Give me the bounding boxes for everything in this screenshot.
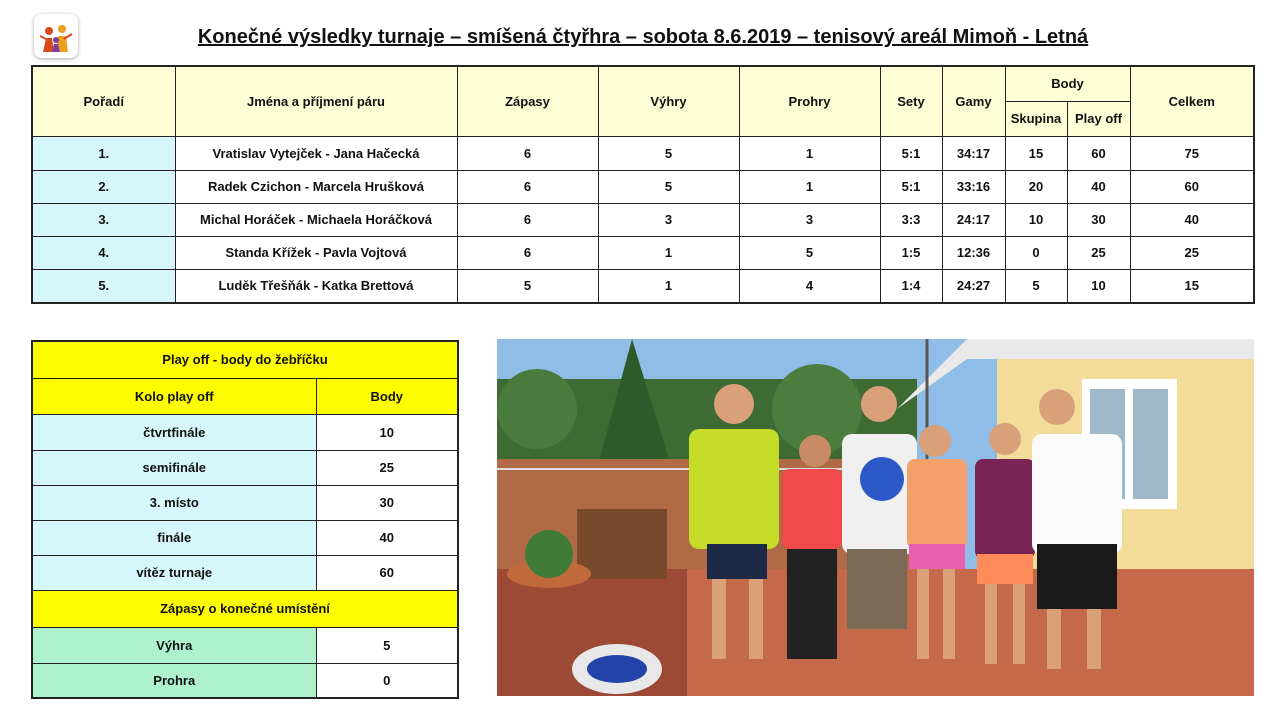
wins-cell: 1 xyxy=(598,269,739,303)
rank-cell: 5. xyxy=(32,269,175,303)
header-losses: Prohry xyxy=(739,66,880,136)
rank-cell: 3. xyxy=(32,203,175,236)
sets-cell: 5:1 xyxy=(880,136,942,170)
table-row xyxy=(32,269,1254,303)
matches-cell: 6 xyxy=(457,236,598,269)
header-matches: Zápasy xyxy=(457,66,598,136)
losses-cell: 3 xyxy=(739,203,880,236)
table-row xyxy=(32,236,1254,269)
placement-label: Výhra xyxy=(32,627,316,663)
sets-cell: 1:4 xyxy=(880,269,942,303)
playoff-cell: 30 xyxy=(1067,203,1130,236)
total-cell: 25 xyxy=(1130,236,1254,269)
losses-cell: 4 xyxy=(739,269,880,303)
round-label: 3. místo xyxy=(32,485,316,520)
wins-cell: 1 xyxy=(598,236,739,269)
round-label: finále xyxy=(32,520,316,555)
games-cell: 34:17 xyxy=(942,136,1005,170)
sets-cell: 1:5 xyxy=(880,236,942,269)
sets-cell: 3:3 xyxy=(880,203,942,236)
round-label: semifinále xyxy=(32,450,316,485)
games-cell: 24:27 xyxy=(942,269,1005,303)
header-total: Celkem xyxy=(1130,66,1254,136)
total-cell: 15 xyxy=(1130,269,1254,303)
placement-label: Prohra xyxy=(32,663,316,698)
games-cell: 24:17 xyxy=(942,203,1005,236)
group-cell: 20 xyxy=(1005,170,1067,203)
table-row xyxy=(32,170,1254,203)
sets-cell: 5:1 xyxy=(880,170,942,203)
playoff-points-table xyxy=(31,340,459,699)
placement-title: Zápasy o konečné umístění xyxy=(32,590,458,627)
header-games: Gamy xyxy=(942,66,1005,136)
round-points: 60 xyxy=(316,555,458,590)
playoff-title: Play off - body do žebříčku xyxy=(32,341,458,378)
results-table xyxy=(31,65,1255,304)
table-row xyxy=(32,627,458,663)
round-label: čtvrtfinále xyxy=(32,414,316,450)
round-points: 10 xyxy=(316,414,458,450)
matches-cell: 6 xyxy=(457,170,598,203)
header-wins: Výhry xyxy=(598,66,739,136)
matches-cell: 6 xyxy=(457,203,598,236)
rank-cell: 1. xyxy=(32,136,175,170)
names-cell: Vratislav Vytejček - Jana Hačecká xyxy=(175,136,457,170)
header-playoff: Play off xyxy=(1067,101,1130,136)
rank-cell: 2. xyxy=(32,170,175,203)
header-playoff-round: Kolo play off xyxy=(32,378,316,414)
names-cell: Standa Křížek - Pavla Vojtová xyxy=(175,236,457,269)
wins-cell: 5 xyxy=(598,170,739,203)
losses-cell: 5 xyxy=(739,236,880,269)
header-group: Skupina xyxy=(1005,101,1067,136)
playoff-cell: 60 xyxy=(1067,136,1130,170)
table-row xyxy=(32,450,458,485)
header-sets: Sety xyxy=(880,66,942,136)
header-names: Jména a příjmení páru xyxy=(175,66,457,136)
header-rank: Pořadí xyxy=(32,66,175,136)
table-row xyxy=(32,414,458,450)
placement-points: 0 xyxy=(316,663,458,698)
table-row xyxy=(32,485,458,520)
round-points: 30 xyxy=(316,485,458,520)
header-points: Body xyxy=(1005,66,1130,101)
wins-cell: 5 xyxy=(598,136,739,170)
table-row xyxy=(32,136,1254,170)
playoff-cell: 10 xyxy=(1067,269,1130,303)
losses-cell: 1 xyxy=(739,136,880,170)
rank-cell: 4. xyxy=(32,236,175,269)
group-cell: 15 xyxy=(1005,136,1067,170)
round-points: 25 xyxy=(316,450,458,485)
table-row xyxy=(32,203,1254,236)
table-row xyxy=(32,555,458,590)
group-cell: 0 xyxy=(1005,236,1067,269)
wins-cell: 3 xyxy=(598,203,739,236)
page-title: Konečné výsledky turnaje – smíšená čtyřhra – sobota 8.6.2019 – tenisový areál Mimoň - Letná xyxy=(197,26,1089,48)
total-cell: 75 xyxy=(1130,136,1254,170)
total-cell: 60 xyxy=(1130,170,1254,203)
names-cell: Radek Czichon - Marcela Hrušková xyxy=(175,170,457,203)
matches-cell: 6 xyxy=(457,136,598,170)
group-cell: 10 xyxy=(1005,203,1067,236)
games-cell: 12:36 xyxy=(942,236,1005,269)
round-label: vítěz turnaje xyxy=(32,555,316,590)
playoff-cell: 25 xyxy=(1067,236,1130,269)
losses-cell: 1 xyxy=(739,170,880,203)
table-row xyxy=(32,520,458,555)
total-cell: 40 xyxy=(1130,203,1254,236)
header-playoff-points: Body xyxy=(316,378,458,414)
names-cell: Michal Horáček - Michaela Horáčková xyxy=(175,203,457,236)
group-photo-icon xyxy=(497,339,1254,696)
playoff-cell: 40 xyxy=(1067,170,1130,203)
names-cell: Luděk Třešňák - Katka Brettová xyxy=(175,269,457,303)
placement-points: 5 xyxy=(316,627,458,663)
games-cell: 33:16 xyxy=(942,170,1005,203)
matches-cell: 5 xyxy=(457,269,598,303)
round-points: 40 xyxy=(316,520,458,555)
group-cell: 5 xyxy=(1005,269,1067,303)
table-row xyxy=(32,663,458,698)
